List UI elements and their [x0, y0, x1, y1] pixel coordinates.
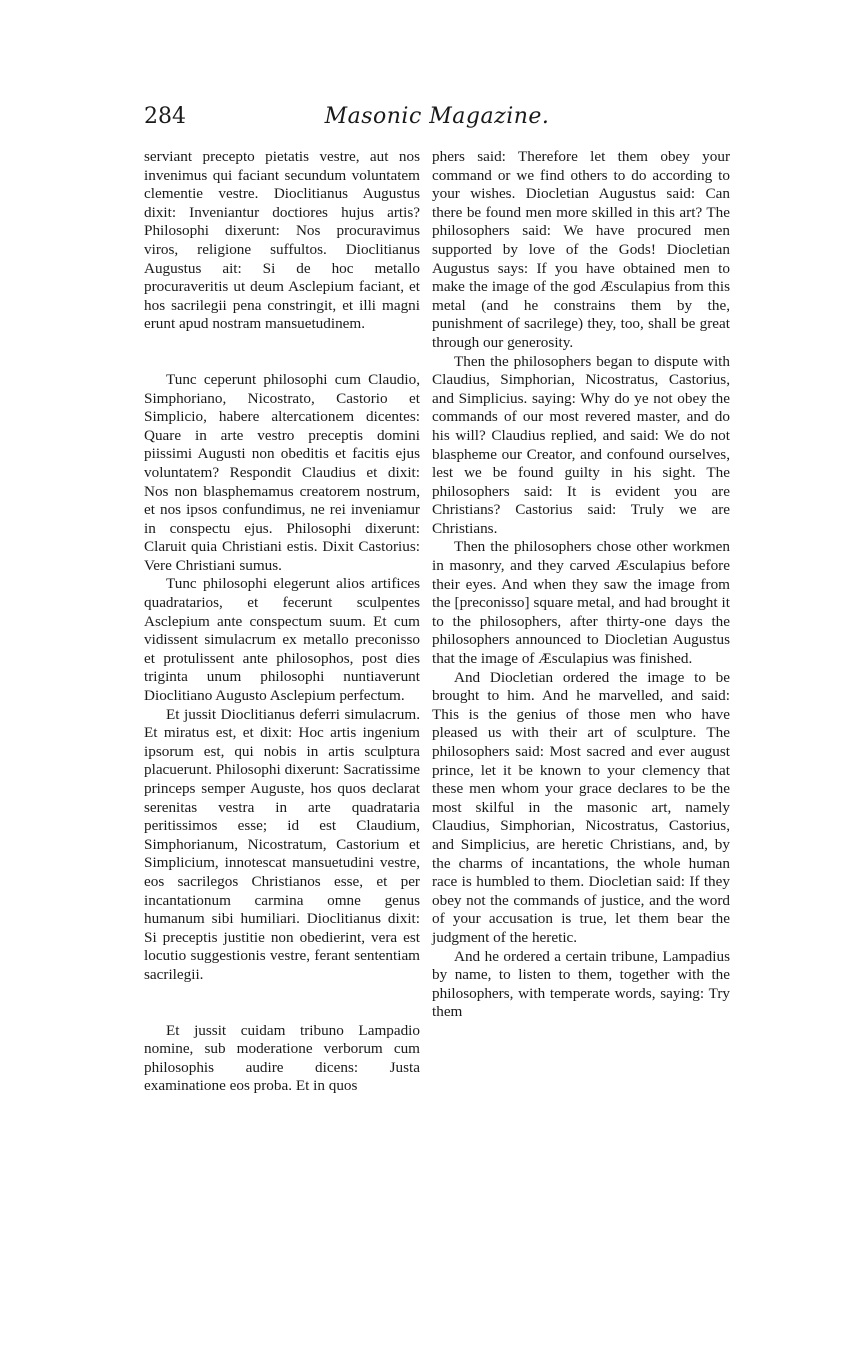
- page-header: [144, 104, 730, 138]
- latin-paragraph: Et jussit Dioclitianus deferri simulacrum. Et miratus est, et dixit: Hoc artis ingenium ipsorum est, qui nobis in artis sculptura placuerunt. Philosophi dixerunt: Sacratissime princeps semper Auguste, hos quos declarat serenitas vestra in arte quadrataria peritissimos esse; id est Claudium, Simphorianum, Nicostratum, Castorium et Simplicium, innotescat mansuetudini vestre, eos sacrilegos Christianos esse, et per incantationum carmina omne genus humanum sibi humiliari. Dioclitianus dixit: Si preceptis justitie non obedierint, vera est locutio suggestionis vestre, ferant sententiam sacrilegii.: [144, 705, 420, 983]
- english-paragraph: Then the philosophers began to dispute with Claudius, Simphorian, Nicostratus, Castorius, and Simplicius. saying: Why do ye not obey the commands of our most revered master, and do his will? Claudius replied, and said: We do not blaspheme our Creator, and confound ourselves, lest we be found guilty in his sight. The philosophers said: It is evident you are Christians? Castorius said: Truly we are Christians.: [432, 352, 730, 537]
- english-paragraph: And Diocletian ordered the image to be brought to him. And he marvelled, and said: This is the genius of those men who have pleased us with their art of sculpture. The philosophers said: Most sacred and ever august prince, let it be known to your clemency that these men whom your grace declares to be the most skilful in the masonic art, namely Claudius, Simphorian, Nicostratus, Castorius, and Simplicius, are heretic Christians, and, by the charms of incantations, the whole human race is humbled to them. Diocletian said: If they obey not the commands of justice, and the word of your accusation is true, let them bear the judgment of the heretic.: [432, 668, 730, 946]
- latin-column: [144, 148, 420, 1096]
- latin-paragraph: Et jussit cuidam tribuno Lampadio nomine, sub moderatione verborum cum philosophis audire dicens: Justa examinatione eos proba. Et in quos: [144, 1021, 420, 1095]
- english-paragraph: Then the philosophers chose other workmen in masonry, and they carved Æsculapius before their eyes. And when they saw the image from the [preconisso] square metal, and had brought it to the philosophers, after thirty-one days the philosophers announced to Diocletian Augustus that the image of Æsculapius was finished.: [432, 538, 730, 668]
- paragraph-gap: [144, 985, 420, 1022]
- running-title: Masonic Magazine.: [324, 104, 550, 129]
- latin-paragraph: serviant precepto pietatis vestre, aut nos invenimus qui faciant secundum voluntatem clementie vestre. Dioclitianus Augustus dixit: Inveniantur doctiores hujus artis? Philosophi dixerunt: Nos procuravimus viros, religione suffultos. Dioclitianus Augustus ait: Si de hoc metallo procuraveritis ut deum Asclepium faciant, et hos sacrilegii pena constringit, et illi magni erunt apud nostram mansuetudinem.: [144, 148, 420, 333]
- paragraph-gap: [144, 334, 420, 371]
- english-paragraph: And he ordered a certain tribune, Lampadius by name, to listen to them, together with the philosophers, with temperate words, saying: Try them: [432, 947, 730, 1021]
- latin-paragraph: Tunc philosophi elegerunt alios artifices quadratarios, et fecerunt sculpentes Asclepium ante conspectum suum. Et cum vidissent simulacrum ex metallo preconisso et protulissent ante philosophos, post dies triginta unum philosophi nuntiaverunt Dioclitiano Augusto Asclepium perfectum.: [144, 575, 420, 705]
- latin-paragraph: Tunc ceperunt philosophi cum Claudio, Simphoriano, Nicostrato, Castorio et Simplicio, habere altercationem dicentes: Quare in arte vestro preceptis domini piissimi Augusti non obeditis et facitis ejus voluntatem? Respondit Claudius et dixit: Nos non blasphemamus creatorem nostrum, et nos ipsos confundimus, ne rei inveniamur in conspectu ejus. Philosophi dixerunt: Claruit quia Christiani estis. Dixit Castorius: Vere Christiani sumus.: [144, 370, 420, 574]
- english-column: [432, 148, 730, 1022]
- english-paragraph: phers said: Therefore let them obey your command or we find others to do according to your wishes. Diocletian Augustus said: Can there be found men more skilled in this art? The philosophers said: We have procured men supported by love of the Gods! Diocletian Augustus says: If you have obtained men to make the image of the god Æsculapius from this metal (and he constrains them by the, punishment of sacrilege) they, too, shall be great through our generosity.: [432, 148, 730, 351]
- page-number: 284: [144, 104, 186, 129]
